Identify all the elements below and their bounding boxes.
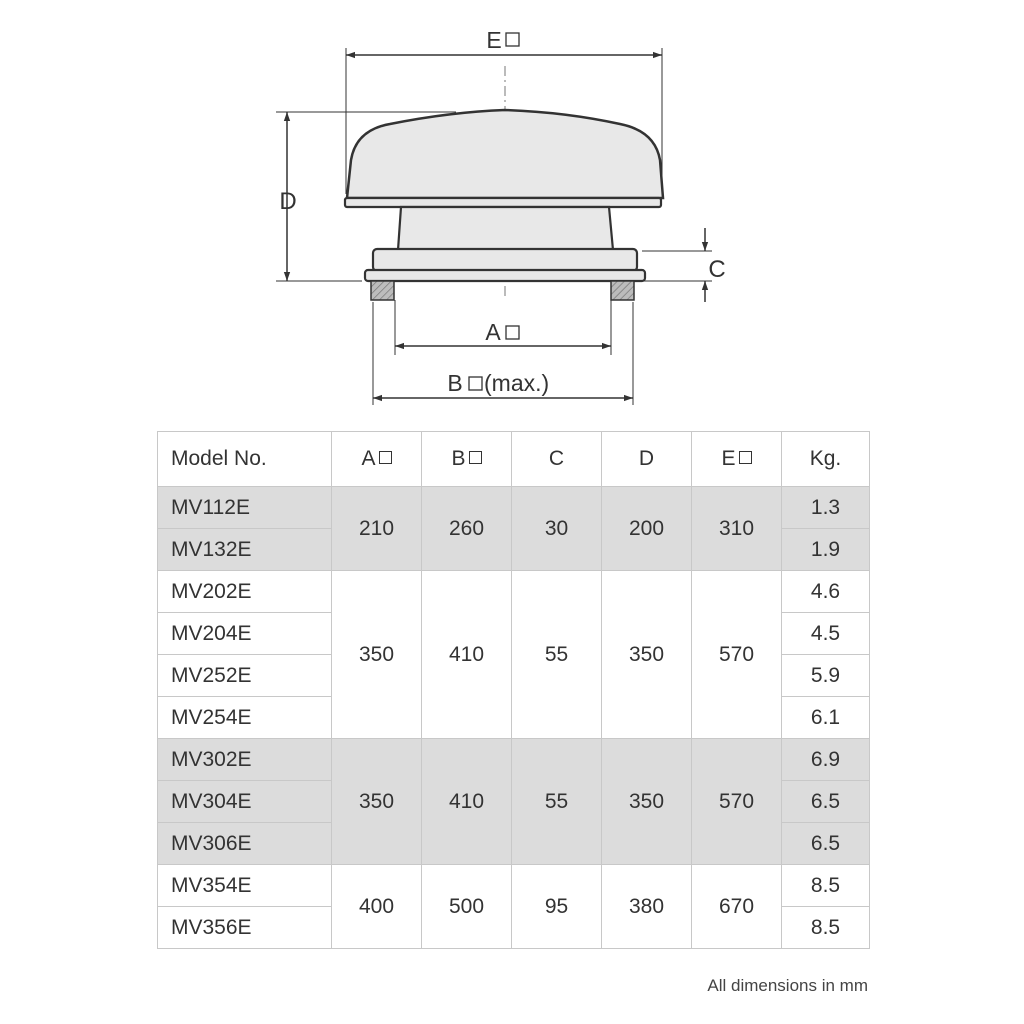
header-a: A xyxy=(332,432,422,487)
cell-kg: 4.5 xyxy=(782,613,870,655)
label-b: B xyxy=(447,370,463,396)
vent-neck xyxy=(398,207,613,250)
cell-a: 400 xyxy=(332,865,422,949)
label-b-box xyxy=(469,377,482,390)
cell-model: MV254E xyxy=(158,697,332,739)
cell-e: 310 xyxy=(692,487,782,571)
vent-cap-rim xyxy=(345,198,661,207)
table-header-row xyxy=(158,432,870,487)
cell-b: 500 xyxy=(422,865,512,949)
header-model: Model No. xyxy=(158,432,332,487)
cell-e: 670 xyxy=(692,865,782,949)
cell-d: 350 xyxy=(602,739,692,865)
label-d: D xyxy=(279,188,297,215)
header-e: E xyxy=(692,432,782,487)
dimension-table xyxy=(157,431,870,949)
cell-kg: 6.5 xyxy=(782,781,870,823)
table-row xyxy=(158,865,870,907)
cell-c: 55 xyxy=(512,739,602,865)
curb-right xyxy=(611,281,634,300)
curb-left xyxy=(371,281,394,300)
table-row xyxy=(158,739,870,781)
cell-e: 570 xyxy=(692,739,782,865)
cell-model: MV132E xyxy=(158,529,332,571)
cell-model: MV306E xyxy=(158,823,332,865)
cell-c: 95 xyxy=(512,865,602,949)
table-row xyxy=(158,571,870,613)
cell-a: 210 xyxy=(332,487,422,571)
label-b-max: (max.) xyxy=(484,370,550,396)
cell-model: MV304E xyxy=(158,781,332,823)
cell-b: 260 xyxy=(422,487,512,571)
cell-kg: 6.5 xyxy=(782,823,870,865)
cell-kg: 1.9 xyxy=(782,529,870,571)
cell-model: MV112E xyxy=(158,487,332,529)
cell-model: MV302E xyxy=(158,739,332,781)
cell-b: 410 xyxy=(422,739,512,865)
cell-model: MV202E xyxy=(158,571,332,613)
cell-kg: 6.9 xyxy=(782,739,870,781)
cell-c: 55 xyxy=(512,571,602,739)
header-kg: Kg. xyxy=(782,432,870,487)
table-body xyxy=(158,487,870,949)
footnote: All dimensions in mm xyxy=(707,976,868,995)
cell-b: 410 xyxy=(422,571,512,739)
label-a: A xyxy=(485,319,501,345)
cell-e: 570 xyxy=(692,571,782,739)
cell-a: 350 xyxy=(332,739,422,865)
label-c: C xyxy=(708,256,726,283)
cell-kg: 8.5 xyxy=(782,865,870,907)
cell-d: 380 xyxy=(602,865,692,949)
vent-base-flange xyxy=(365,270,645,281)
cell-kg: 8.5 xyxy=(782,907,870,949)
header-b: B xyxy=(422,432,512,487)
cell-model: MV356E xyxy=(158,907,332,949)
label-e-box xyxy=(506,33,519,46)
header-d: D xyxy=(602,432,692,487)
cell-model: MV252E xyxy=(158,655,332,697)
cell-kg: 1.3 xyxy=(782,487,870,529)
table-row xyxy=(158,487,870,529)
vent-cap xyxy=(347,110,663,198)
cell-d: 350 xyxy=(602,571,692,739)
cell-a: 350 xyxy=(332,571,422,739)
cell-c: 30 xyxy=(512,487,602,571)
cell-d: 200 xyxy=(602,487,692,571)
vent-dimension-drawing xyxy=(0,0,1024,430)
vent-base-collar xyxy=(373,249,637,271)
header-c: C xyxy=(512,432,602,487)
label-a-box xyxy=(506,326,519,339)
cell-kg: 6.1 xyxy=(782,697,870,739)
cell-kg: 5.9 xyxy=(782,655,870,697)
cell-model: MV204E xyxy=(158,613,332,655)
cell-model: MV354E xyxy=(158,865,332,907)
cell-kg: 4.6 xyxy=(782,571,870,613)
label-e: E xyxy=(486,27,502,53)
